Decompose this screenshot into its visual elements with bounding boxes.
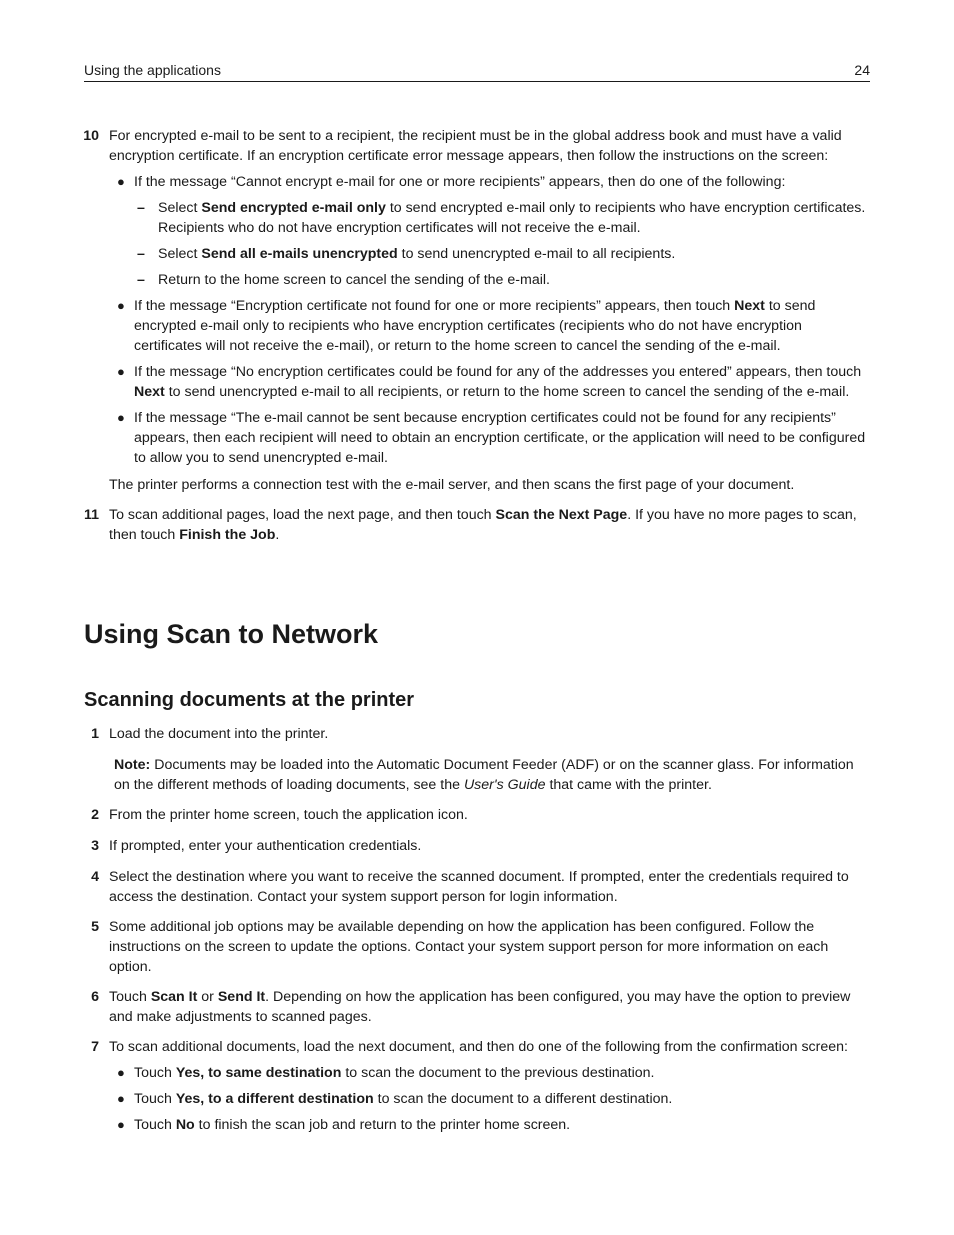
step-5: [80, 917, 870, 977]
bullet-bold: No: [175, 1117, 195, 1133]
step-7: [80, 1037, 870, 1057]
step-text: For encrypted e-mail to be sent to a recipient, the recipient must be in the global address book and must have a valid encryption certificate. If an encryption certificate error message appears, then follow the instructions on the screen:: [109, 128, 842, 164]
bullet-text-post: to finish the scan job and return to the printer home screen.: [194, 1117, 571, 1133]
dash-text: Return to the home screen to cancel the sending of the e-mail.: [158, 272, 550, 288]
step-number: 2: [91, 807, 99, 823]
page-header: [84, 60, 870, 82]
bullet-text: Touch: [134, 1091, 176, 1107]
step-text-mid: . If you have no more pages to scan, then touch: [109, 507, 857, 543]
bullet-item: [109, 1089, 870, 1109]
step-bold: Send It: [217, 989, 266, 1005]
subsection-title: Scanning documents at the printer: [84, 689, 415, 711]
bullet-item: [109, 296, 870, 356]
step-text: Load the document into the printer.: [109, 726, 329, 742]
procedure-continued: [80, 126, 870, 545]
step-text: To scan additional pages, load the next page, and then touch: [109, 507, 496, 523]
bullet-icon: ●: [117, 1091, 125, 1106]
step-bold: Scan It: [150, 989, 198, 1005]
bullet-text: If the message “Encryption certificate not found for one or more recipients” appears, then touch: [134, 298, 735, 314]
bullet-icon: ●: [117, 298, 125, 313]
section-title: Using Scan to Network: [84, 619, 379, 649]
step-bold: Scan the Next Page: [495, 507, 628, 523]
page-number: 24: [854, 62, 870, 78]
paragraph: The printer performs a connection test with the e-mail server, and then scans the first page of your document.: [109, 477, 795, 493]
bullet-text-post: to scan the document to a different destination.: [373, 1091, 673, 1107]
dash-icon: –: [137, 246, 145, 262]
step-6: [80, 987, 870, 1027]
bullet-item: [109, 1115, 870, 1135]
bullet-item: [109, 172, 870, 192]
bullet-text: Touch: [134, 1065, 176, 1081]
bullet-text: If the message “No encryption certificates could be found for any of the addresses you entered” appears, then touch: [134, 364, 862, 380]
step-number: 7: [91, 1039, 99, 1055]
bullet-bold: Next: [134, 384, 165, 400]
step-number: 6: [91, 989, 99, 1005]
step-1: [80, 724, 870, 744]
note: [80, 755, 870, 795]
dash-text-post: to send unencrypted e-mail to all recipients.: [397, 246, 676, 262]
bullet-bold: Yes, to a different destination: [175, 1091, 374, 1107]
step-number: 4: [91, 869, 99, 885]
bullet-icon: ●: [117, 410, 125, 425]
step-number: 10: [83, 128, 99, 144]
dash-bold: Send encrypted e-mail only: [201, 200, 386, 216]
dash-icon: –: [137, 200, 145, 216]
step-number: 1: [91, 726, 99, 742]
bullet-bold: Next: [734, 298, 765, 314]
bullet-icon: ●: [117, 1065, 125, 1080]
step-3: [80, 836, 870, 856]
step-text-mid: or: [197, 989, 218, 1005]
step-number: 5: [91, 919, 99, 935]
bullet-icon: ●: [117, 1117, 125, 1132]
step-number: 3: [91, 838, 99, 854]
step-11: [80, 505, 870, 545]
dash-icon: –: [137, 272, 145, 288]
bullet-icon: ●: [117, 174, 125, 189]
dash-text: Select: [158, 200, 202, 216]
bullet-bold: Yes, to same destination: [175, 1065, 342, 1081]
dash-text-post: to send encrypted e-mail only to recipients who have encryption certificates. Recipients who do not have encryption certificates will not receive the e-mail.: [158, 200, 866, 236]
bullet-text: If the message “Cannot encrypt e-mail for one or more recipients” appears, then do one of the following:: [134, 174, 786, 190]
note-italic: User's Guide: [463, 777, 546, 793]
step-text: Some additional job options may be available depending on how the application has been configured. Follow the instructions on the screen to update the options. Contact your system support person for more information on each option.: [109, 919, 829, 975]
step-text-post: . Depending on how the application has been configured, you may have the option to preview and make adjustments to scanned pages.: [109, 989, 851, 1025]
note-label: Note:: [114, 757, 151, 773]
step-10: [80, 126, 870, 166]
bullet-icon: ●: [117, 364, 125, 379]
note-text: Documents may be loaded into the Automatic Document Feeder (ADF) or on the scanner glass. For information on the different methods of loading documents, see the: [114, 757, 854, 793]
step-number: 11: [84, 507, 99, 523]
step-bold: Finish the Job: [179, 527, 276, 543]
bullet-text: If the message “The e-mail cannot be sent because encryption certificates could not be found for any recipients” appears, then each recipient will need to obtain an encryption certificate, or the application will need to be configured to allow you to send unencrypted e-mail.: [134, 410, 866, 466]
bullet-text-post: to send unencrypted e-mail to all recipients, or return to the home screen to cancel the sending of the e-mail.: [164, 384, 850, 400]
dash-bold: Send all e-mails unencrypted: [201, 246, 398, 262]
step-4: [80, 867, 870, 907]
step-text: To scan additional documents, load the next document, and then do one of the following from the confirmation screen:: [109, 1039, 848, 1055]
bullet-text-post: to send encrypted e-mail only to recipients who have encryption certificates (recipients who do not have encryption certificates will not receive the e-mail), or return to the home screen to cancel the sending of the e-mail.: [134, 298, 816, 354]
bullet-item: [109, 1063, 870, 1083]
step-text: Touch: [109, 989, 151, 1005]
step-text: From the printer home screen, touch the application icon.: [109, 807, 468, 823]
step-2: [80, 805, 870, 825]
dash-item: [109, 270, 870, 290]
step-text-post: .: [275, 527, 280, 543]
bullet-text: Touch: [134, 1117, 176, 1133]
dash-item: [109, 244, 870, 264]
step-text: If prompted, enter your authentication credentials.: [109, 838, 422, 854]
dash-item: [109, 198, 870, 238]
bullet-item: [109, 408, 870, 468]
step-text: Select the destination where you want to receive the scanned document. If prompted, enter the credentials required to access the destination. Contact your system support person for login information.: [109, 869, 849, 905]
note-text-post: that came with the printer.: [545, 777, 712, 793]
dash-text: Select: [158, 246, 202, 262]
bullet-text-post: to scan the document to the previous destination.: [341, 1065, 655, 1081]
scan-procedure: [80, 724, 870, 1135]
header-title: Using the applications: [84, 62, 221, 78]
bullet-item: [109, 362, 870, 402]
